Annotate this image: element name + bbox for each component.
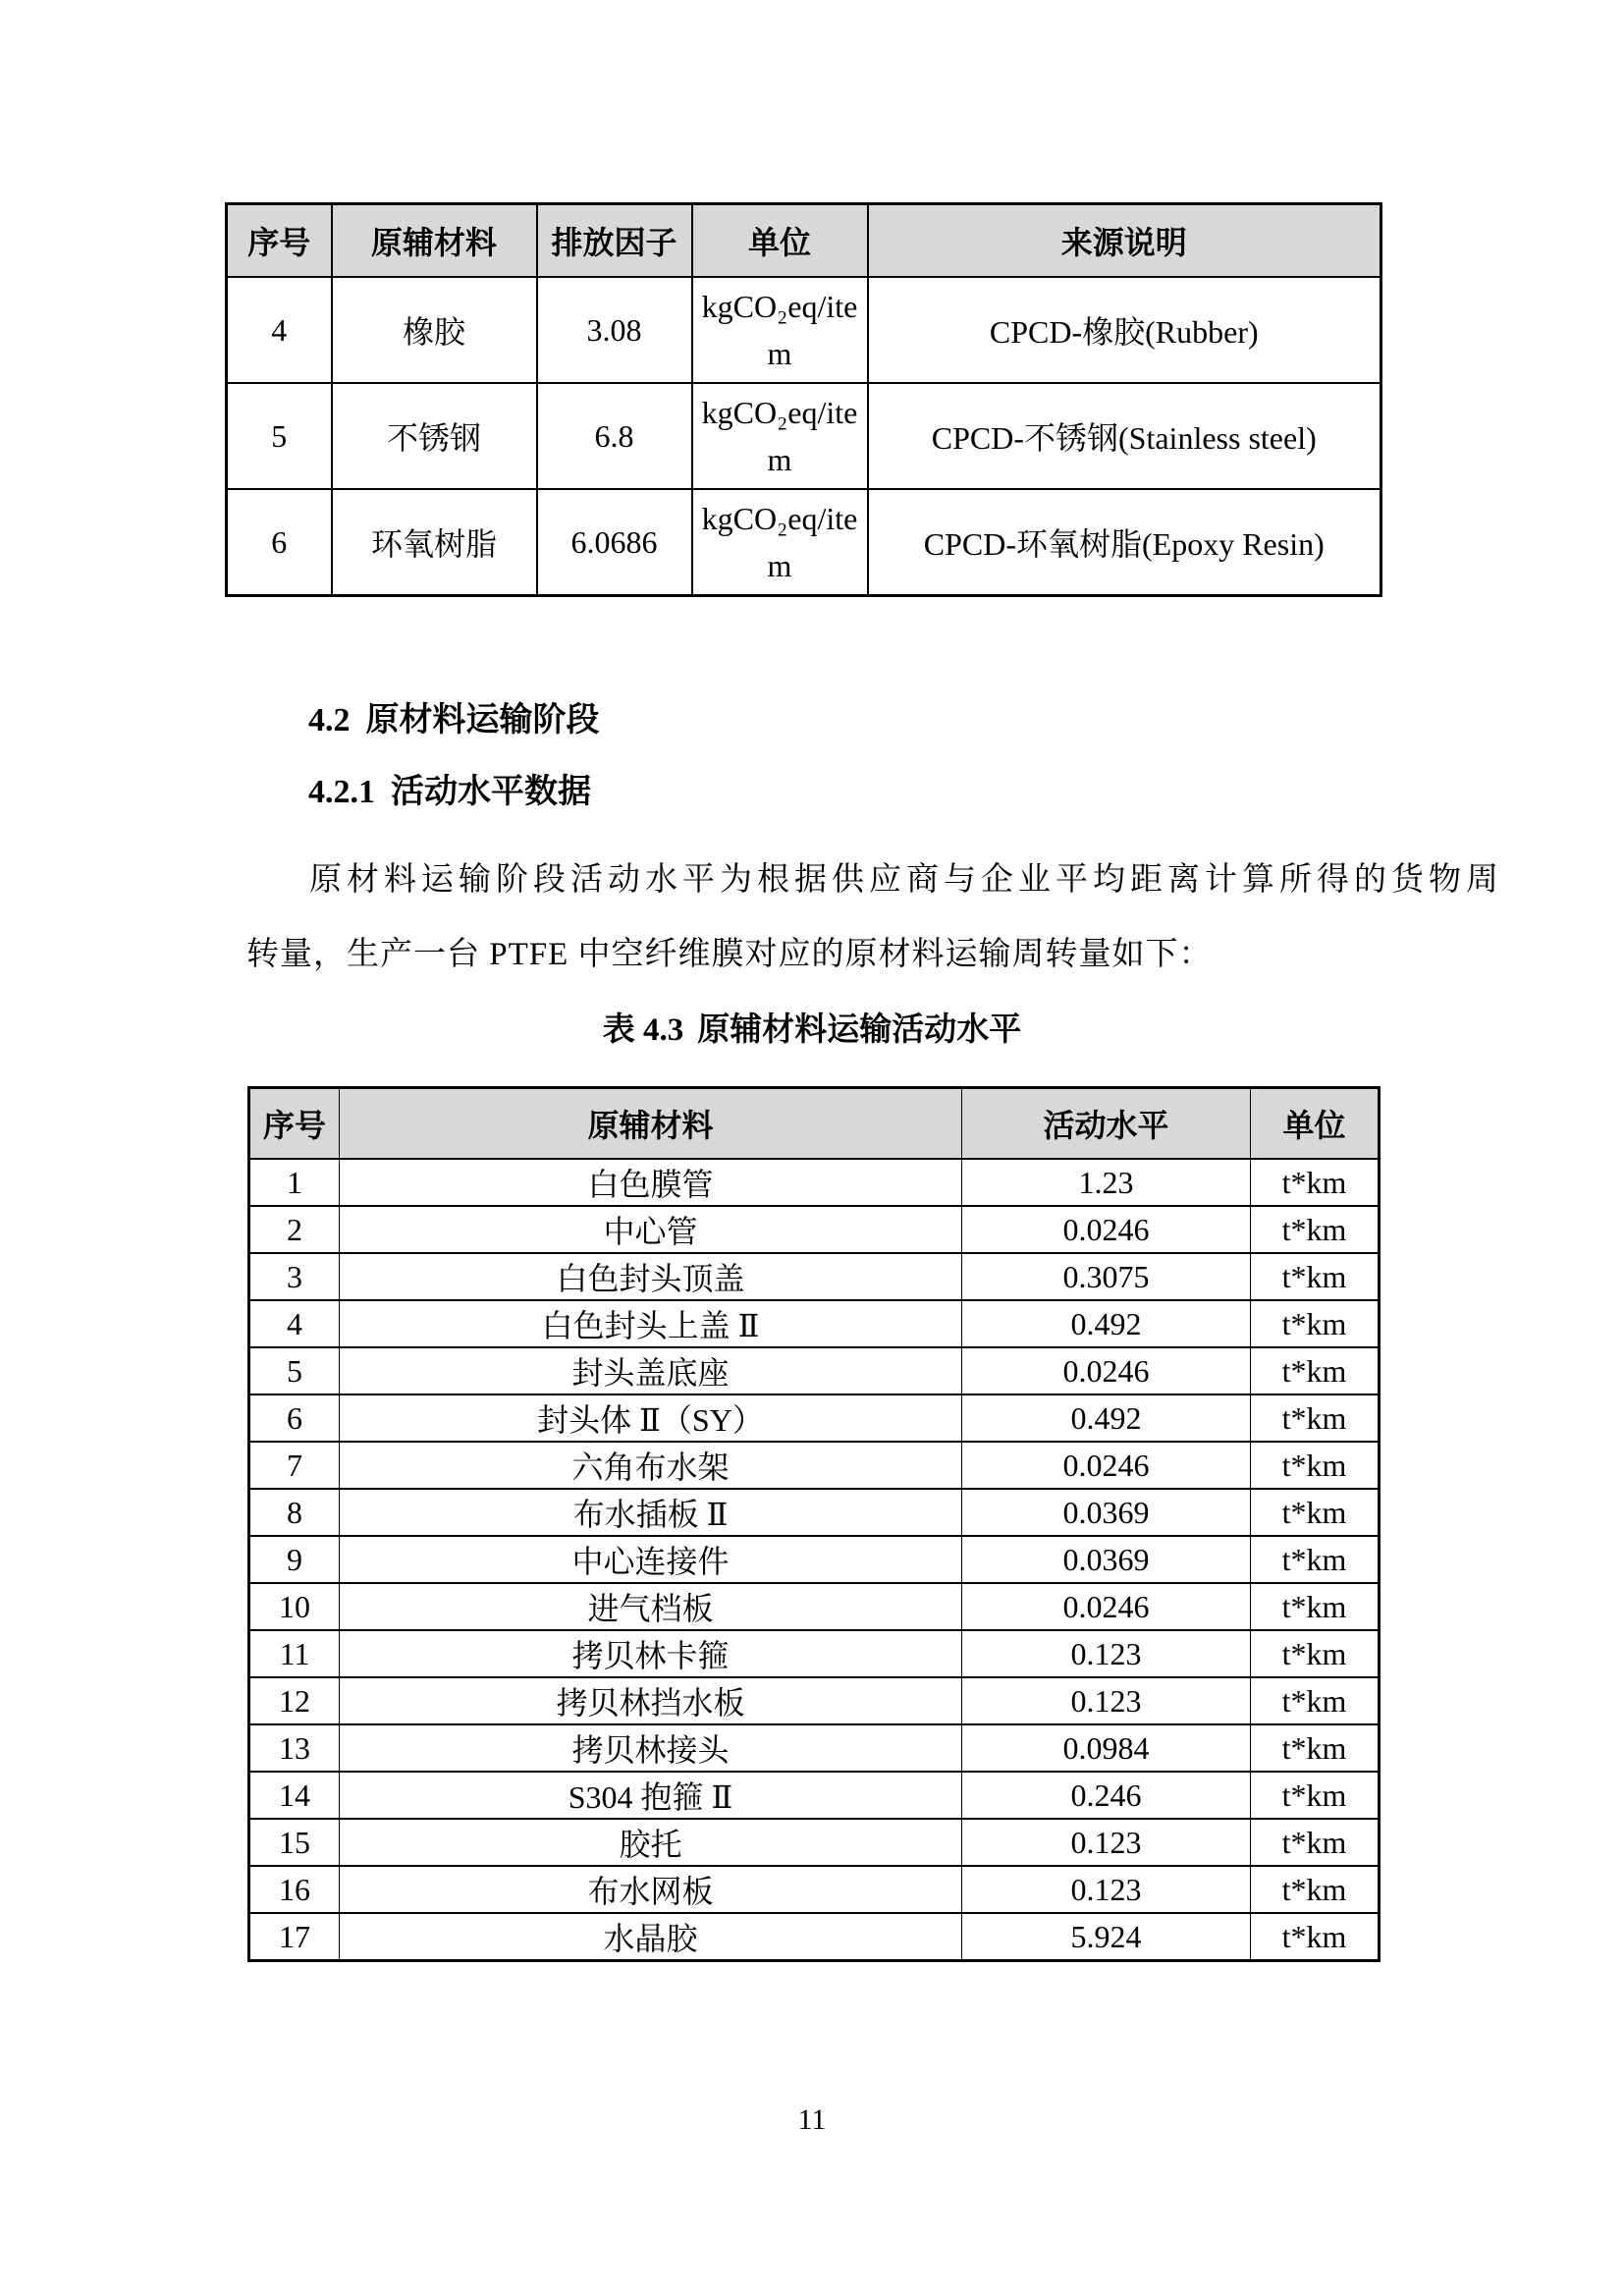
cell-unit: t*km: [1251, 1724, 1380, 1772]
unit-line-2: m: [767, 336, 792, 371]
header-cell-index: 序号: [227, 204, 332, 278]
section-heading-4-2: [308, 692, 600, 740]
cell-material: S304 抱箍 Ⅱ: [340, 1772, 962, 1819]
cell-unit: t*km: [1251, 1253, 1380, 1300]
cell-factor: 3.08: [537, 277, 692, 383]
cell-activity: 0.246: [962, 1772, 1251, 1819]
cell-index: 4: [227, 277, 332, 383]
cell-unit: t*km: [1251, 1394, 1380, 1442]
emission-table-header-row: [227, 204, 1381, 278]
cell-activity: 0.0246: [962, 1442, 1251, 1489]
cell-activity: 0.0246: [962, 1206, 1251, 1253]
header-cell-unit: 单位: [692, 204, 868, 278]
cell-index: 14: [249, 1772, 340, 1819]
cell-index: 11: [249, 1630, 340, 1677]
cell-index: 5: [227, 383, 332, 489]
caption-number: 表 4.3: [602, 1012, 684, 1048]
table-row: [249, 1819, 1380, 1866]
table-row: [249, 1442, 1380, 1489]
page-number: 11: [797, 2104, 827, 2136]
cell-material: 六角布水架: [340, 1442, 962, 1489]
cell-index: 8: [249, 1489, 340, 1536]
cell-material: 布水网板: [340, 1866, 962, 1913]
header-cell-source: 来源说明: [868, 204, 1381, 278]
header-cell-activity: 活动水平: [962, 1088, 1251, 1160]
cell-source: CPCD-环氧树脂(Epoxy Resin): [868, 489, 1381, 596]
cell-unit: t*km: [1251, 1536, 1380, 1583]
paragraph-line-1: 原材料运输阶段活动水平为根据供应商与企业平均距离计算所得的货物周: [309, 862, 1503, 898]
cell-activity: 0.123: [962, 1819, 1251, 1866]
cell-unit: [692, 383, 868, 489]
cell-index: 7: [249, 1442, 340, 1489]
table-row: [249, 1489, 1380, 1536]
cell-index: 15: [249, 1819, 340, 1866]
table-row: [249, 1536, 1380, 1583]
cell-unit: t*km: [1251, 1489, 1380, 1536]
header-cell-material: 原辅材料: [340, 1088, 962, 1160]
cell-activity: 0.0246: [962, 1347, 1251, 1394]
table-row: [227, 277, 1381, 383]
cell-material: 中心管: [340, 1206, 962, 1253]
header-cell-factor: 排放因子: [537, 204, 692, 278]
cell-material: 封头盖底座: [340, 1347, 962, 1394]
table-row: [249, 1300, 1380, 1347]
unit-line-1: kgCO₂eq/ite: [701, 501, 858, 536]
cell-unit: t*km: [1251, 1206, 1380, 1253]
cell-factor: 6.0686: [537, 489, 692, 596]
cell-source: CPCD-不锈钢(Stainless steel): [868, 383, 1381, 489]
cell-activity: 0.492: [962, 1394, 1251, 1442]
cell-unit: t*km: [1251, 1300, 1380, 1347]
cell-material: 环氧树脂: [332, 489, 537, 596]
cell-unit: t*km: [1251, 1442, 1380, 1489]
unit-line-1: kgCO₂eq/ite: [701, 395, 858, 430]
cell-material: 白色封头顶盖: [340, 1253, 962, 1300]
table-row: [249, 1772, 1380, 1819]
cell-material: 胶托: [340, 1819, 962, 1866]
unit-line-1: kgCO₂eq/ite: [701, 289, 858, 324]
table-row: [227, 489, 1381, 596]
table-row: [249, 1677, 1380, 1724]
cell-index: 13: [249, 1724, 340, 1772]
cell-material: 拷贝林卡箍: [340, 1630, 962, 1677]
cell-activity: 0.0369: [962, 1536, 1251, 1583]
table-row: [249, 1347, 1380, 1394]
table-row: [227, 383, 1381, 489]
cell-material: 拷贝林挡水板: [340, 1677, 962, 1724]
cell-activity: 0.123: [962, 1866, 1251, 1913]
cell-activity: 1.23: [962, 1159, 1251, 1206]
cell-material: 布水插板 Ⅱ: [340, 1489, 962, 1536]
section-number: 4.2.1: [308, 774, 375, 810]
table-row: [249, 1159, 1380, 1206]
cell-unit: [692, 277, 868, 383]
cell-material: 橡胶: [332, 277, 537, 383]
cell-material: 中心连接件: [340, 1536, 962, 1583]
cell-material: 水晶胶: [340, 1913, 962, 1961]
table-row: [249, 1206, 1380, 1253]
header-cell-unit: 单位: [1251, 1088, 1380, 1160]
section-heading-4-2-1: [308, 764, 591, 812]
cell-material: 白色封头上盖 Ⅱ: [340, 1300, 962, 1347]
cell-unit: t*km: [1251, 1347, 1380, 1394]
table-row: [249, 1913, 1380, 1961]
section-title: 原材料运输阶段: [365, 702, 600, 738]
table-row: [249, 1630, 1380, 1677]
body-paragraph: [246, 843, 1503, 992]
emission-factor-table: [225, 202, 1382, 597]
table-row: [249, 1583, 1380, 1630]
cell-index: 10: [249, 1583, 340, 1630]
cell-index: 2: [249, 1206, 340, 1253]
cell-index: 9: [249, 1536, 340, 1583]
cell-activity: 0.123: [962, 1677, 1251, 1724]
cell-material: 不锈钢: [332, 383, 537, 489]
table-row: [249, 1394, 1380, 1442]
cell-index: 16: [249, 1866, 340, 1913]
cell-activity: 0.492: [962, 1300, 1251, 1347]
cell-material: 封头体 Ⅱ（SY）: [340, 1394, 962, 1442]
caption-title: 原辅材料运输活动水平: [697, 1012, 1022, 1048]
cell-index: 6: [249, 1394, 340, 1442]
paragraph-line-2: 转量，生产一台 PTFE 中空纤维膜对应的原材料运输周转量如下：: [246, 937, 1213, 972]
header-cell-index: 序号: [249, 1088, 340, 1160]
cell-index: 4: [249, 1300, 340, 1347]
table-row: [249, 1866, 1380, 1913]
cell-activity: 5.924: [962, 1913, 1251, 1961]
cell-unit: t*km: [1251, 1630, 1380, 1677]
section-number: 4.2: [308, 702, 351, 738]
header-cell-material: 原辅材料: [332, 204, 537, 278]
cell-activity: 0.123: [962, 1630, 1251, 1677]
table-row: [249, 1724, 1380, 1772]
cell-material: 拷贝林接头: [340, 1724, 962, 1772]
cell-index: 5: [249, 1347, 340, 1394]
cell-unit: t*km: [1251, 1772, 1380, 1819]
cell-unit: t*km: [1251, 1677, 1380, 1724]
cell-unit: t*km: [1251, 1159, 1380, 1206]
cell-activity: 0.0369: [962, 1489, 1251, 1536]
activity-table-header-row: [249, 1088, 1380, 1160]
cell-factor: 6.8: [537, 383, 692, 489]
cell-activity: 0.0984: [962, 1724, 1251, 1772]
cell-index: 3: [249, 1253, 340, 1300]
cell-unit: t*km: [1251, 1866, 1380, 1913]
cell-index: 12: [249, 1677, 340, 1724]
cell-index: 1: [249, 1159, 340, 1206]
cell-material: 白色膜管: [340, 1159, 962, 1206]
cell-index: 6: [227, 489, 332, 596]
cell-index: 17: [249, 1913, 340, 1961]
table-caption: [246, 1004, 1378, 1050]
transport-activity-table: [247, 1086, 1380, 1962]
cell-unit: t*km: [1251, 1583, 1380, 1630]
cell-unit: [692, 489, 868, 596]
section-title: 活动水平数据: [391, 774, 591, 810]
cell-activity: 0.3075: [962, 1253, 1251, 1300]
cell-unit: t*km: [1251, 1913, 1380, 1961]
unit-line-2: m: [767, 548, 792, 583]
cell-activity: 0.0246: [962, 1583, 1251, 1630]
cell-unit: t*km: [1251, 1819, 1380, 1866]
cell-source: CPCD-橡胶(Rubber): [868, 277, 1381, 383]
table-row: [249, 1253, 1380, 1300]
cell-material: 进气档板: [340, 1583, 962, 1630]
unit-line-2: m: [767, 442, 792, 477]
